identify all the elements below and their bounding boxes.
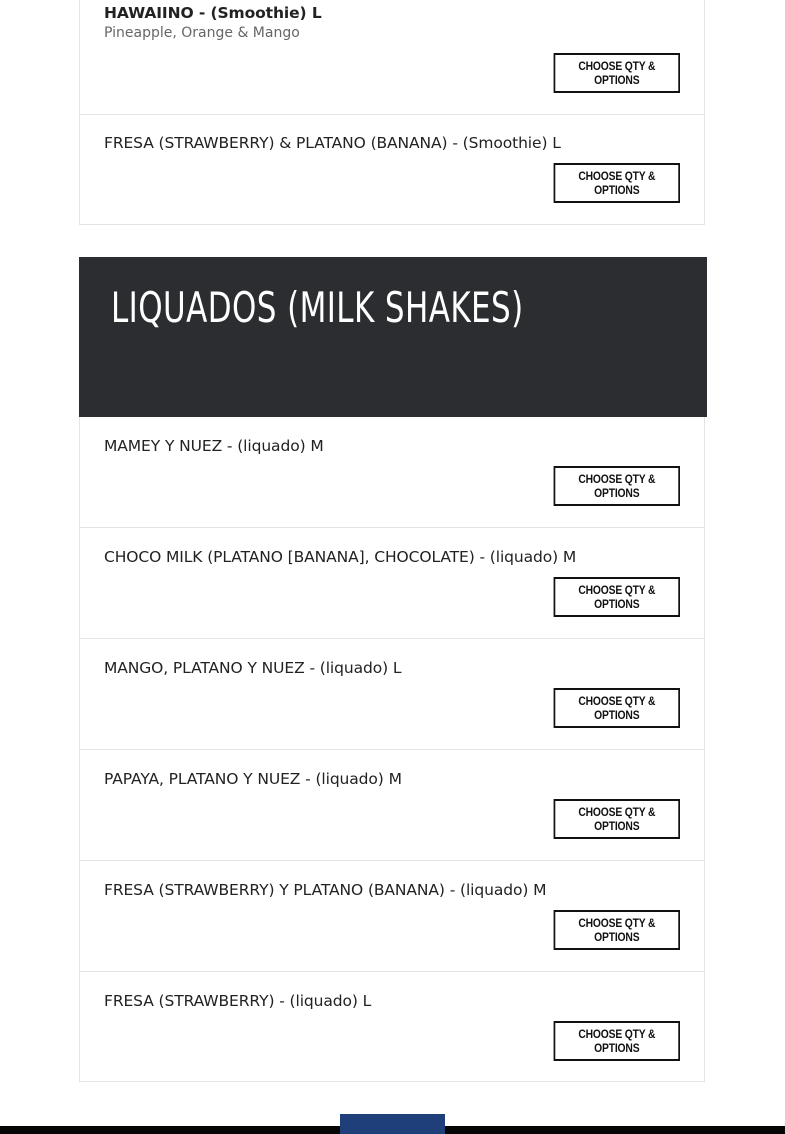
menu-item-choco-milk	[80, 528, 704, 639]
menu-item-fresa-platano-smoothie	[80, 115, 704, 226]
choose-qty-options-button[interactable]: CHOOSE QTY & OPTIONS	[554, 799, 680, 839]
footer-tab[interactable]	[340, 1114, 445, 1134]
item-title: FRESA (STRAWBERRY) & PLATANO (BANANA) - (Smoothie) L	[104, 134, 561, 152]
item-description: Pineapple, Orange & Mango	[104, 25, 300, 41]
item-title: FRESA (STRAWBERRY) - (liquado) L	[104, 992, 372, 1010]
choose-qty-options-button[interactable]: CHOOSE QTY & OPTIONS	[554, 688, 680, 728]
item-title: MANGO, PLATANO Y NUEZ - (liquado) L	[104, 659, 402, 677]
choose-qty-options-button[interactable]: CHOOSE QTY & OPTIONS	[554, 910, 680, 950]
choose-qty-options-button[interactable]: CHOOSE QTY & OPTIONS	[554, 163, 680, 203]
menu-item-fresa-platano-liquado	[80, 861, 704, 972]
choose-qty-options-button[interactable]: CHOOSE QTY & OPTIONS	[554, 577, 680, 617]
item-title: MAMEY Y NUEZ - (liquado) M	[104, 437, 324, 455]
item-title: FRESA (STRAWBERRY) Y PLATANO (BANANA) - (liquado) M	[104, 881, 547, 899]
item-title: HAWAIINO - (Smoothie) L	[104, 4, 322, 22]
section-header-liquados	[79, 257, 707, 417]
menu-item-hawaiino	[80, 0, 704, 115]
smoothie-items-card	[79, 0, 705, 225]
menu-item-mamey-y-nuez	[80, 417, 704, 528]
section-title: LIQUADOS (MILK SHAKES)	[111, 283, 524, 332]
liquados-items-card	[79, 417, 705, 1082]
menu-item-papaya-platano-nuez	[80, 750, 704, 861]
choose-qty-options-button[interactable]: CHOOSE QTY & OPTIONS	[554, 466, 680, 506]
menu-item-fresa-liquado	[80, 972, 704, 1083]
item-title: PAPAYA, PLATANO Y NUEZ - (liquado) M	[104, 770, 402, 788]
menu-item-mango-platano-nuez	[80, 639, 704, 750]
choose-qty-options-button[interactable]: CHOOSE QTY & OPTIONS	[554, 1021, 680, 1061]
choose-qty-options-button[interactable]: CHOOSE QTY & OPTIONS	[554, 53, 680, 93]
item-title: CHOCO MILK (PLATANO [BANANA], CHOCOLATE) - (liquado) M	[104, 548, 577, 566]
